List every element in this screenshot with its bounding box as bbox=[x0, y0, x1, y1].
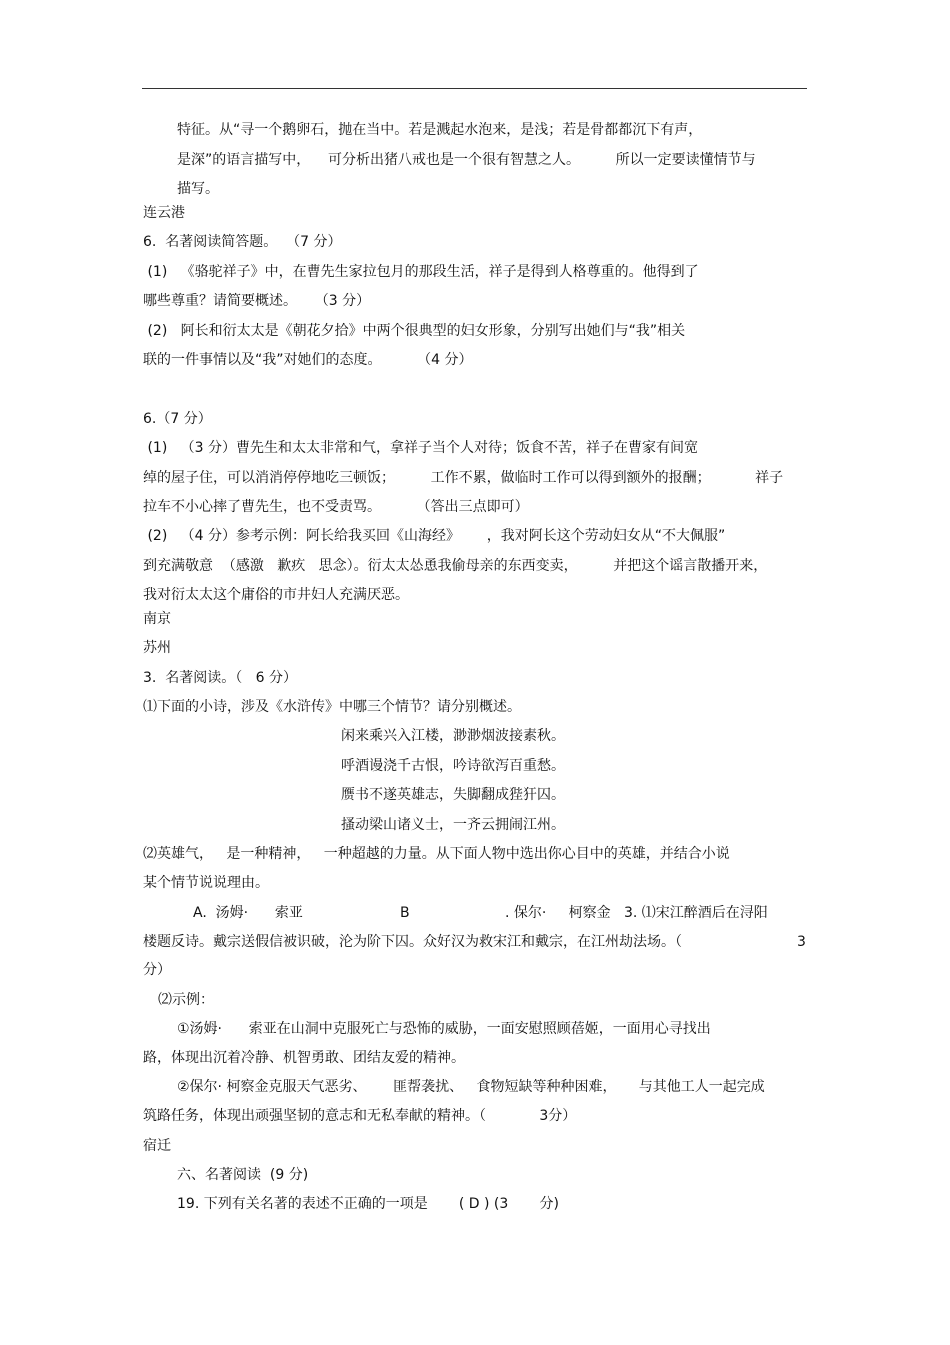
text-line: 筑路任务，体现出顽强坚韧的意志和无私奉献的精神。（ 3分） bbox=[143, 1108, 577, 1124]
answer-heading: 6.（7 分） bbox=[143, 411, 212, 427]
text-line: 我对衍太太这个庸俗的市井妇人充满厌恶。 bbox=[143, 587, 409, 603]
text-line: ⑴下面的小诗，涉及《水浒传》中哪三个情节？请分别概述。 bbox=[143, 699, 521, 715]
poem-line: 赝书不遂英雄志，失脚翻成狴犴囚。 bbox=[341, 787, 565, 803]
text-line: ⑵英雄气， 是一种精神， 一种超越的力量。从下面人物中选出你心目中的英雄，并结合小说 bbox=[143, 846, 730, 862]
poem-line: 搔动梁山诸义士，一齐云拥闹江州。 bbox=[341, 817, 565, 833]
text-line: 拉车不小心摔了曹先生，也不受责骂。 （答出三点即可） bbox=[143, 499, 529, 515]
section-heading: 六、名著阅读 (9 分) bbox=[177, 1167, 309, 1183]
text-line: 特征。从“寻一个鹅卵石，抛在当中。若是溅起水泡来，是浅；若是骨都都沉下有声， bbox=[177, 122, 703, 138]
section-city-label: 连云港 bbox=[143, 205, 185, 221]
header-rule bbox=[142, 88, 807, 89]
text-line: 楼题反诗。戴宗送假信被识破，沦为阶下囚。众好汉为救宋江和戴宗，在江州劫法场。（ bbox=[143, 934, 682, 950]
text-line: 哪些尊重？请简要概述。 （3 分） bbox=[143, 293, 371, 309]
text-line: ①汤姆· 索亚在山洞中克服死亡与恐怖的威胁，一面安慰照顾蓓姬，一面用心寻找出 bbox=[177, 1021, 711, 1037]
question-heading: 6. 名著阅读简答题。 （7 分） bbox=[143, 234, 342, 250]
poem-line: 呼酒谩浇千古恨，吟诗欲泻百重愁。 bbox=[341, 758, 565, 774]
text-line: 绰的屋子住，可以消消停停地吃三顿饭； 工作不累，做临时工作可以得到额外的报酬； 祥子 bbox=[143, 470, 784, 486]
text-line: 联的一件事情以及“我”对她们的态度。 （4 分） bbox=[143, 352, 473, 368]
option-a: A. 汤姆· 索亚 bbox=[193, 905, 303, 921]
question-heading: 3. 名著阅读。（ 6 分） bbox=[143, 670, 297, 686]
text-line: (1) 《骆驼祥子》中，在曹先生家拉包月的那段生活，祥子是得到人格尊重的。他得到了 bbox=[143, 264, 699, 280]
text-line: (2) 阿长和衍太太是《朝花夕拾》中两个很典型的妇女形象，分别写出她们与“我”相关 bbox=[143, 323, 686, 339]
text-line: 到充满敬意 （感激 歉疚 思念）。衍太太怂恿我偷母亲的东西变卖， 并把这个谣言散播开来， bbox=[143, 558, 768, 574]
question-heading: 19. 下列有关名著的表述不正确的一项是 ( D ) (3 分) bbox=[177, 1196, 559, 1212]
score-value: 3 bbox=[797, 934, 806, 950]
text-line: 路，体现出沉着冷静、机智勇敢、团结友爱的精神。 bbox=[143, 1050, 465, 1066]
text-line: . 保尔· 柯察金 3. ⑴宋江醉酒后在浔阳 bbox=[505, 905, 768, 921]
text-line: 描写。 bbox=[177, 181, 219, 197]
poem-line: 闲来乘兴入江楼，渺渺烟波接素秋。 bbox=[341, 728, 565, 744]
text-line: 分） bbox=[143, 962, 171, 978]
text-line: 某个情节说说理由。 bbox=[143, 875, 269, 891]
text-line: ⑵示例： bbox=[158, 992, 214, 1008]
text-line: (1) （3 分）曹先生和太太非常和气，拿祥子当个人对待；饭食不苦，祥子在曹家有间宽 bbox=[143, 440, 698, 456]
text-line: (2) （4 分）参考示例：阿长给我买回《山海经》 ，我对阿长这个劳动妇女从“不大佩服” bbox=[143, 528, 726, 544]
option-b: B bbox=[400, 905, 410, 921]
text-line: 是深”的语言描写中， 可分析出猪八戒也是一个很有智慧之人。 所以一定要读懂情节与 bbox=[177, 152, 756, 168]
section-city-label: 南京 bbox=[143, 611, 171, 627]
section-city-label: 宿迁 bbox=[143, 1138, 171, 1154]
section-city-label: 苏州 bbox=[143, 640, 171, 656]
text-line: ②保尔· 柯察金克服天气恶劣、 匪帮袭扰、 食物短缺等种种困难， 与其他工人一起完成 bbox=[177, 1079, 765, 1095]
